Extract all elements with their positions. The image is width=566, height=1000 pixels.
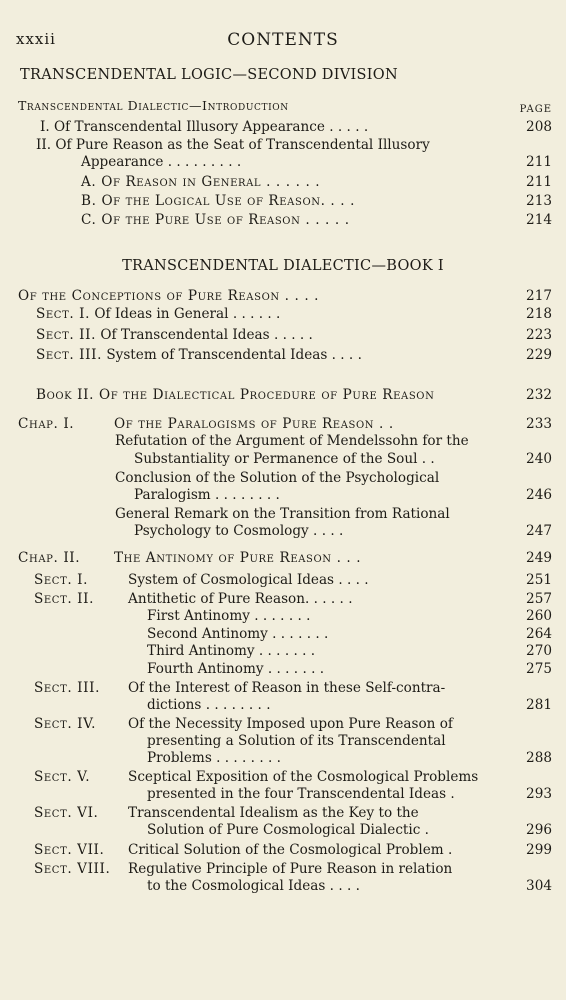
toc-page: 233: [526, 416, 552, 432]
toc-page: 246: [526, 487, 552, 503]
toc-page: 214: [526, 212, 552, 228]
toc-page: 288: [526, 750, 552, 766]
toc-entry: Sect. VII. Critical Solution of the Cosmological Problem .: [34, 842, 453, 858]
toc-page: 270: [526, 643, 552, 659]
toc-page: 275: [526, 661, 552, 677]
toc-page: 296: [526, 822, 552, 838]
toc-entry: Fourth Antinomy . . . . . . .: [147, 661, 325, 677]
page-column-label: PAGE: [519, 104, 552, 115]
toc-page: 281: [526, 697, 552, 713]
toc-entry-continuation: Problems . . . . . . . .: [147, 750, 281, 766]
toc-page: 293: [526, 786, 552, 802]
toc-entry-book: Book II. Of the Dialectical Procedure of Pure Reason: [36, 387, 435, 403]
toc-page: 223: [526, 327, 552, 343]
toc-entry: First Antinomy . . . . . . .: [147, 608, 311, 624]
toc-page: 217: [526, 288, 552, 304]
toc-entry: II. Of Pure Reason as the Seat of Transcendental Illusory: [36, 137, 430, 153]
toc-entry-continuation: Appearance . . . . . . . . .: [81, 154, 242, 170]
toc-entry-continuation: presenting a Solution of its Transcendental: [147, 733, 446, 749]
toc-entry: Sect. VI. Transcendental Idealism as the Key to the: [34, 805, 419, 821]
toc-page: 299: [526, 842, 552, 858]
toc-entry-continuation: Solution of Pure Cosmological Dialectic .: [147, 822, 429, 838]
toc-page: 240: [526, 451, 552, 467]
toc-page: 211: [526, 174, 552, 190]
toc-entry-continuation: Paralogism . . . . . . . .: [134, 487, 280, 503]
toc-page: 260: [526, 608, 552, 624]
toc-entry-continuation: dictions . . . . . . . .: [147, 697, 271, 713]
toc-entry: Sect. VIII. Regulative Principle of Pure Reason in relation: [34, 861, 453, 877]
toc-entry-continuation: to the Cosmological Ideas . . . .: [147, 878, 360, 894]
toc-entry-continuation: Substantiality or Permanence of the Soul . .: [134, 451, 435, 467]
page-title: CONTENTS: [227, 30, 339, 50]
toc-entry: Conclusion of the Solution of the Psychological: [115, 470, 440, 486]
toc-entry-continuation: Psychology to Cosmology . . . .: [134, 523, 344, 539]
division-heading: TRANSCENDENTAL LOGIC—SECOND DIVISION: [20, 67, 398, 83]
toc-page: 211: [526, 154, 552, 170]
toc-entry: I. Of Transcendental Illusory Appearance . . . . .: [40, 119, 369, 135]
toc-page: 247: [526, 523, 552, 539]
toc-page: 251: [526, 572, 552, 588]
toc-page: 232: [526, 387, 552, 403]
toc-page: 257: [526, 591, 552, 607]
toc-entry: Refutation of the Argument of Mendelssohn for the: [115, 433, 469, 449]
toc-entry: Sect. I. Of Ideas in General . . . . . .: [36, 306, 281, 322]
toc-entry-continuation: presented in the four Transcendental Ideas .: [147, 786, 455, 802]
toc-entry: Of the Conceptions of Pure Reason . . . .: [18, 288, 320, 304]
toc-page: 208: [526, 119, 552, 135]
toc-entry: Sect. III. System of Transcendental Ideas . . . .: [36, 347, 362, 363]
toc-entry: Sect. II. Antithetic of Pure Reason. . . . . .: [34, 591, 353, 607]
toc-entry: Sect. II. Of Transcendental Ideas . . . . .: [36, 327, 313, 343]
toc-page: 249: [526, 550, 552, 566]
toc-entry: Sect. V. Sceptical Exposition of the Cosmological Problems: [34, 769, 479, 785]
toc-entry: A. Of Reason in General . . . . . .: [81, 174, 321, 190]
toc-entry: C. Of the Pure Use of Reason . . . . .: [81, 212, 350, 228]
toc-entry: Third Antinomy . . . . . . .: [147, 643, 316, 659]
toc-page: 229: [526, 347, 552, 363]
section-heading-introduction: Transcendental Dialectic—Introduction: [18, 98, 289, 113]
toc-page: 218: [526, 306, 552, 322]
toc-entry: Second Antinomy . . . . . . .: [147, 626, 329, 642]
toc-page: 213: [526, 193, 552, 209]
toc-entry: Sect. I. System of Cosmological Ideas . . . .: [34, 572, 369, 588]
toc-page: 304: [526, 878, 552, 894]
toc-entry: Sect. III. Of the Interest of Reason in these Self-contra-: [34, 680, 446, 696]
book-heading: TRANSCENDENTAL DIALECTIC—BOOK I: [122, 258, 444, 274]
toc-entry: Sect. IV. Of the Necessity Imposed upon Pure Reason of: [34, 716, 453, 732]
toc-entry-chapter: Chap. II. The Antinomy of Pure Reason . . .: [18, 550, 362, 566]
toc-entry: General Remark on the Transition from Rational: [115, 506, 450, 522]
page-number: xxxii: [16, 30, 56, 48]
toc-page: 264: [526, 626, 552, 642]
toc-entry-chapter: Chap. I. Of the Paralogisms of Pure Reason . .: [18, 416, 394, 432]
toc-entry: B. Of the Logical Use of Reason. . . .: [81, 193, 356, 209]
